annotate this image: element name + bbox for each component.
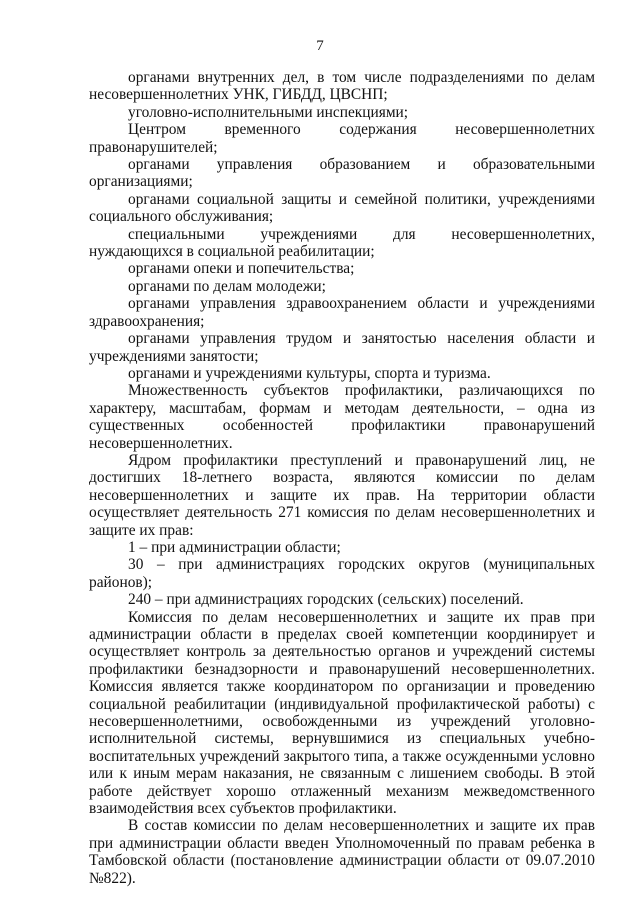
paragraph: 240 – при администрациях городских (сельских) поселений. [128, 591, 524, 609]
paragraph: органами внутренних дел, в том числе подразделениями по делам несовершеннолетних УНК, ГИБДД, ЦВСНП; [89, 69, 595, 104]
paragraph: 1 – при администрации области; [128, 538, 341, 556]
paragraph: органами опеки и попечительства; [128, 260, 355, 278]
paragraph: Комиссия по делам несовершеннолетних и защите их прав при администрации области в пределах своей компетенции координирует и осуществляет контроль за деятельностью органов и учреждений системы профилактики безнадзорности и правонарушений несовершеннолетних. Комиссия является также координатором по организации и проведению социальной реабилитации (индивидуальной профилактической работы) с несовершеннолетними, освобожденными из учреждений уголовно-исполнительной системы, вернувшимися из специальных учебно-воспитательных учреждений закрытого типа, а также осужденными условно или к иным мерам наказания, не связанным с лишением свободы. В этой работе действует хорошо отлаженный механизм межведомственного взаимодействия всех субъектов профилактики. [89, 608, 595, 818]
paragraph: органами и учреждениями культуры, спорта и туризма. [128, 364, 491, 382]
paragraph: 30 – при администрациях городских округов (муниципальных районов); [89, 556, 595, 591]
paragraph: органами социальной защиты и семейной политики, учреждениями социального обслуживания; [89, 190, 595, 226]
paragraph: В состав комиссии по делам несовершеннолетних и защите их прав при администрации области введен Уполномоченный по правам ребенка в Тамбовской области (постановление администрации области от 09.07.2010 №822). [89, 817, 595, 887]
paragraph: Множественность субъектов профилактики, различающихся по характеру, масштабам, формам и методам деятельности, – одна из существенных особенностей профилактики правонарушений несовершеннолетних. [89, 382, 595, 452]
paragraph: органами управления трудом и занятостью населения области и учреждениями занятости; [89, 330, 595, 365]
paragraph: органами по делам молодежи; [128, 277, 326, 295]
page-number: 7 [316, 38, 324, 54]
paragraph: органами управления образованием и образовательными организациями; [89, 156, 595, 191]
paragraph: специальными учреждениями для несовершеннолетних, нуждающихся в социальной реабилитации; [89, 225, 595, 261]
paragraph: Центром временного содержания несовершеннолетних правонарушителей; [89, 121, 595, 156]
paragraph: уголовно-исполнительными инспекциями; [128, 103, 409, 121]
paragraph: Ядром профилактики преступлений и правонарушений лиц, не достигших 18-летнего возраста, являются комиссии по делам несовершеннолетних и защите их прав. На территории области осуществляет деятельность 271 комиссия по делам несовершеннолетних и защите их прав: [89, 451, 595, 539]
document-body [89, 69, 595, 887]
paragraph: органами управления здравоохранением области и учреждениями здравоохранения; [89, 295, 595, 330]
